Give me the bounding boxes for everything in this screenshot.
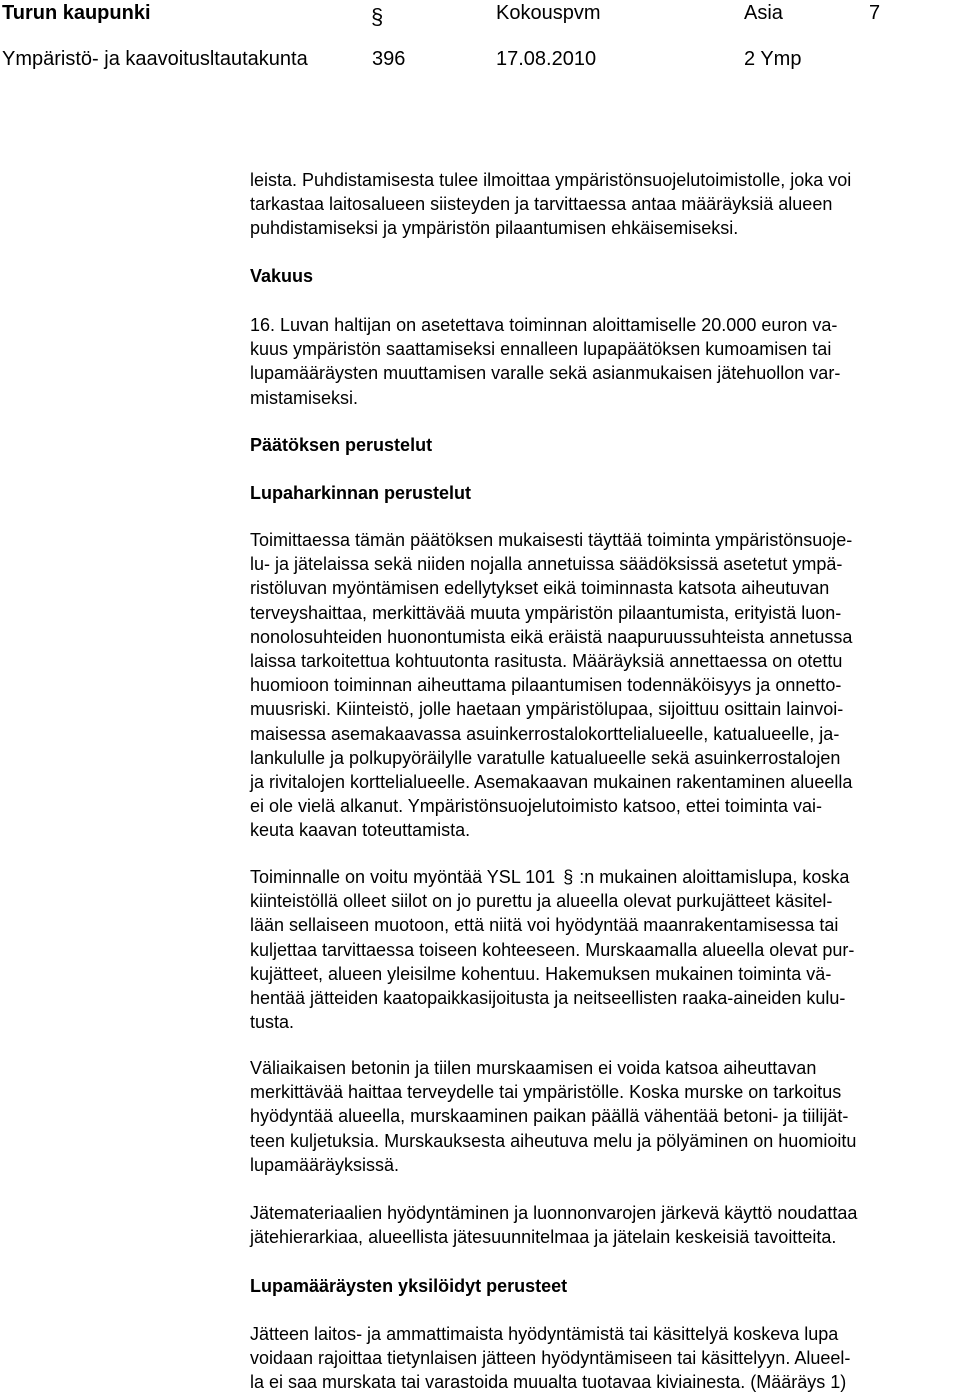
text-line: kuus ympäristön saattamiseksi ennalleen lupapäätöksen kumoamisen tai bbox=[250, 339, 832, 360]
text-line: teen kuljetuksia. Murskauksesta aiheutuva melu ja pölyäminen on huomioitu bbox=[250, 1130, 857, 1151]
text-line: kuljettaa tarvittaessa toiseen kohteeseen. Murskaamalla alueella olevat pur- bbox=[250, 939, 855, 960]
text-line: ei ole vielä alkanut. Ympäristönsuojelutoimisto katsoo, ettei toiminta vai- bbox=[250, 796, 822, 817]
text-line: muusriski. Kiinteistö, jolle haetaan ympäristölupaa, sijoittuu osittain lainvoi- bbox=[250, 699, 844, 720]
text-line: lään sellaiseen muotoon, että niitä voi hyödyntää maanrakentamisessa tai bbox=[250, 915, 839, 936]
text-line: mistamiseksi. bbox=[250, 387, 359, 408]
heading-decision-grounds: Päätöksen perustelut bbox=[250, 435, 433, 455]
section-sign-icon bbox=[370, 4, 384, 28]
page-number: 7 bbox=[869, 2, 881, 24]
text-line: terveyshaittaa, merkittävää muuta ympäristön pilaantumista, erityistä luon- bbox=[250, 602, 842, 623]
text-line: huomioon toiminnan aiheuttama pilaantumisen todennäköisyys ja onnetto- bbox=[250, 675, 842, 696]
text-line: Jätemateriaalien hyödyntäminen ja luonnonvarojen järkevä käyttö noudattaa bbox=[250, 1203, 858, 1223]
text-line: tarkastaa laitosalueen siisteyden ja tarvittaessa antaa määräyksiä alueen bbox=[250, 194, 833, 215]
text-line: 16. Luvan haltijan on asetettava toiminnan aloittamiselle 20.000 euron va- bbox=[250, 315, 838, 335]
svg-text:§: § bbox=[371, 4, 384, 28]
text-line: leista. Puhdistamisesta tulee ilmoittaa ympäristönsuojelutoimistolle, joka voi bbox=[250, 170, 852, 190]
text-line: maisessa asemakaavassa asuinkerrostalokorttelialueelle, katualueelle, ja- bbox=[250, 723, 840, 744]
text-line: Jätteen laitos- ja ammattimaista hyödyntämistä tai käsittelyä koskeva lupa bbox=[250, 1324, 839, 1344]
text-line: ja rivitalojen korttelialueelle. Asemakaavan mukainen rakentaminen alueella bbox=[250, 772, 853, 793]
heading-specific-grounds: Lupamääräysten yksilöidyt perusteet bbox=[250, 1276, 568, 1296]
heading-permit-grounds: Lupaharkinnan perustelut bbox=[250, 483, 472, 503]
text-line: Väliaikaisen betonin ja tiilen murskaamisen ei voida katsoa aiheuttavan bbox=[250, 1058, 817, 1078]
text-line: kujätteet, alueen yleisilme kohentuu. Hakemuksen mukainen toiminta vä- bbox=[250, 963, 832, 984]
paragraph-cleaning bbox=[250, 168, 955, 241]
text-line: puhdistamiseksi ja ympäristön pilaantumisen ehkäisemiseksi. bbox=[250, 218, 739, 239]
organization-name: Turun kaupunki bbox=[2, 2, 151, 24]
item-label: Asia bbox=[744, 2, 783, 24]
meeting-date: 17.08.2010 bbox=[496, 48, 597, 70]
text-line: kiinteistöllä olleet siilot on jo purettu ja alueella olevat purkujätteet käsitel- bbox=[250, 891, 833, 912]
text-line: lupamääräyksissä. bbox=[250, 1154, 400, 1175]
meeting-number: 396 bbox=[372, 48, 406, 70]
text-line: lupamääräysten muuttamisen varalle sekä asianmukaisen jätehuollon var- bbox=[250, 363, 841, 384]
text-line: keuta kaavan toteuttamista. bbox=[250, 820, 471, 841]
text-line: ristöluvan myöntämisen edellytykset eikä toiminnasta katsota aiheutuvan bbox=[250, 578, 830, 599]
text-line: nonolosuhteiden huonontumista eikä eräistä naapuruussuhteista annetussa bbox=[250, 626, 853, 647]
paragraph-waste-restriction bbox=[250, 1322, 955, 1395]
text-line: hyödyntää alueella, murskaaminen paikan päällä vähentää betoni- ja tiilijät- bbox=[250, 1106, 849, 1127]
board-name: Ympäristö- ja kaavoitusltautakunta bbox=[2, 48, 308, 70]
text-line: jätehierarkiaa, alueellista jätesuunnitelmaa ja jätelain keskeisiä tavoitteita. bbox=[250, 1227, 837, 1248]
text-line: voidaan rajoittaa tietynlaisen jätteen hyödyntämiseen tai käsittelyyn. Alueel- bbox=[250, 1348, 851, 1369]
text-line: tusta. bbox=[250, 1012, 295, 1033]
text-segment: Toiminnalle on voitu myöntää YSL 101 bbox=[250, 867, 556, 887]
text-line: lankululle ja polkupyöräilylle varatulle katualueelle sekä asuinkerrostalojen bbox=[250, 747, 841, 768]
text-line: hentää jätteiden kaatopaikkasijoitusta ja neitseellisten raaka-aineiden kulu- bbox=[250, 988, 846, 1009]
text-line: laissa tarkoitettua kohtuutonta rasitusta. Määräyksiä annettaessa on otettu bbox=[250, 651, 843, 672]
text-line: Toimittaessa tämän päätöksen mukaisesti täyttää toiminta ympäristönsuoje- bbox=[250, 530, 853, 550]
text-line bbox=[250, 865, 955, 889]
paragraph-waste-hierarchy bbox=[250, 1201, 955, 1249]
text-line: la ei saa murskata tai varastoida muualta tuotavaa kiviainesta. (Määräys 1) bbox=[250, 1372, 847, 1393]
section-sign-icon: § bbox=[563, 867, 574, 887]
text-line: merkittävää haittaa terveydelle tai ympäristölle. Koska murske on tarkoitus bbox=[250, 1082, 842, 1103]
paragraph-crushing bbox=[250, 1056, 955, 1177]
meeting-date-label: Kokouspvm bbox=[496, 2, 601, 24]
paragraph-permit-assessment bbox=[250, 528, 955, 843]
item-reference: 2 Ymp bbox=[744, 48, 802, 70]
text-line: lu- ja jätelaissa sekä niiden nojalla annetuissa säädöksissä asetetut ympä- bbox=[250, 554, 843, 575]
heading-vakuus: Vakuus bbox=[250, 266, 314, 286]
paragraph-security-deposit bbox=[250, 313, 955, 410]
text-segment: :n mukainen aloittamislupa, koska bbox=[579, 867, 850, 887]
paragraph-start-permit bbox=[250, 865, 955, 1034]
